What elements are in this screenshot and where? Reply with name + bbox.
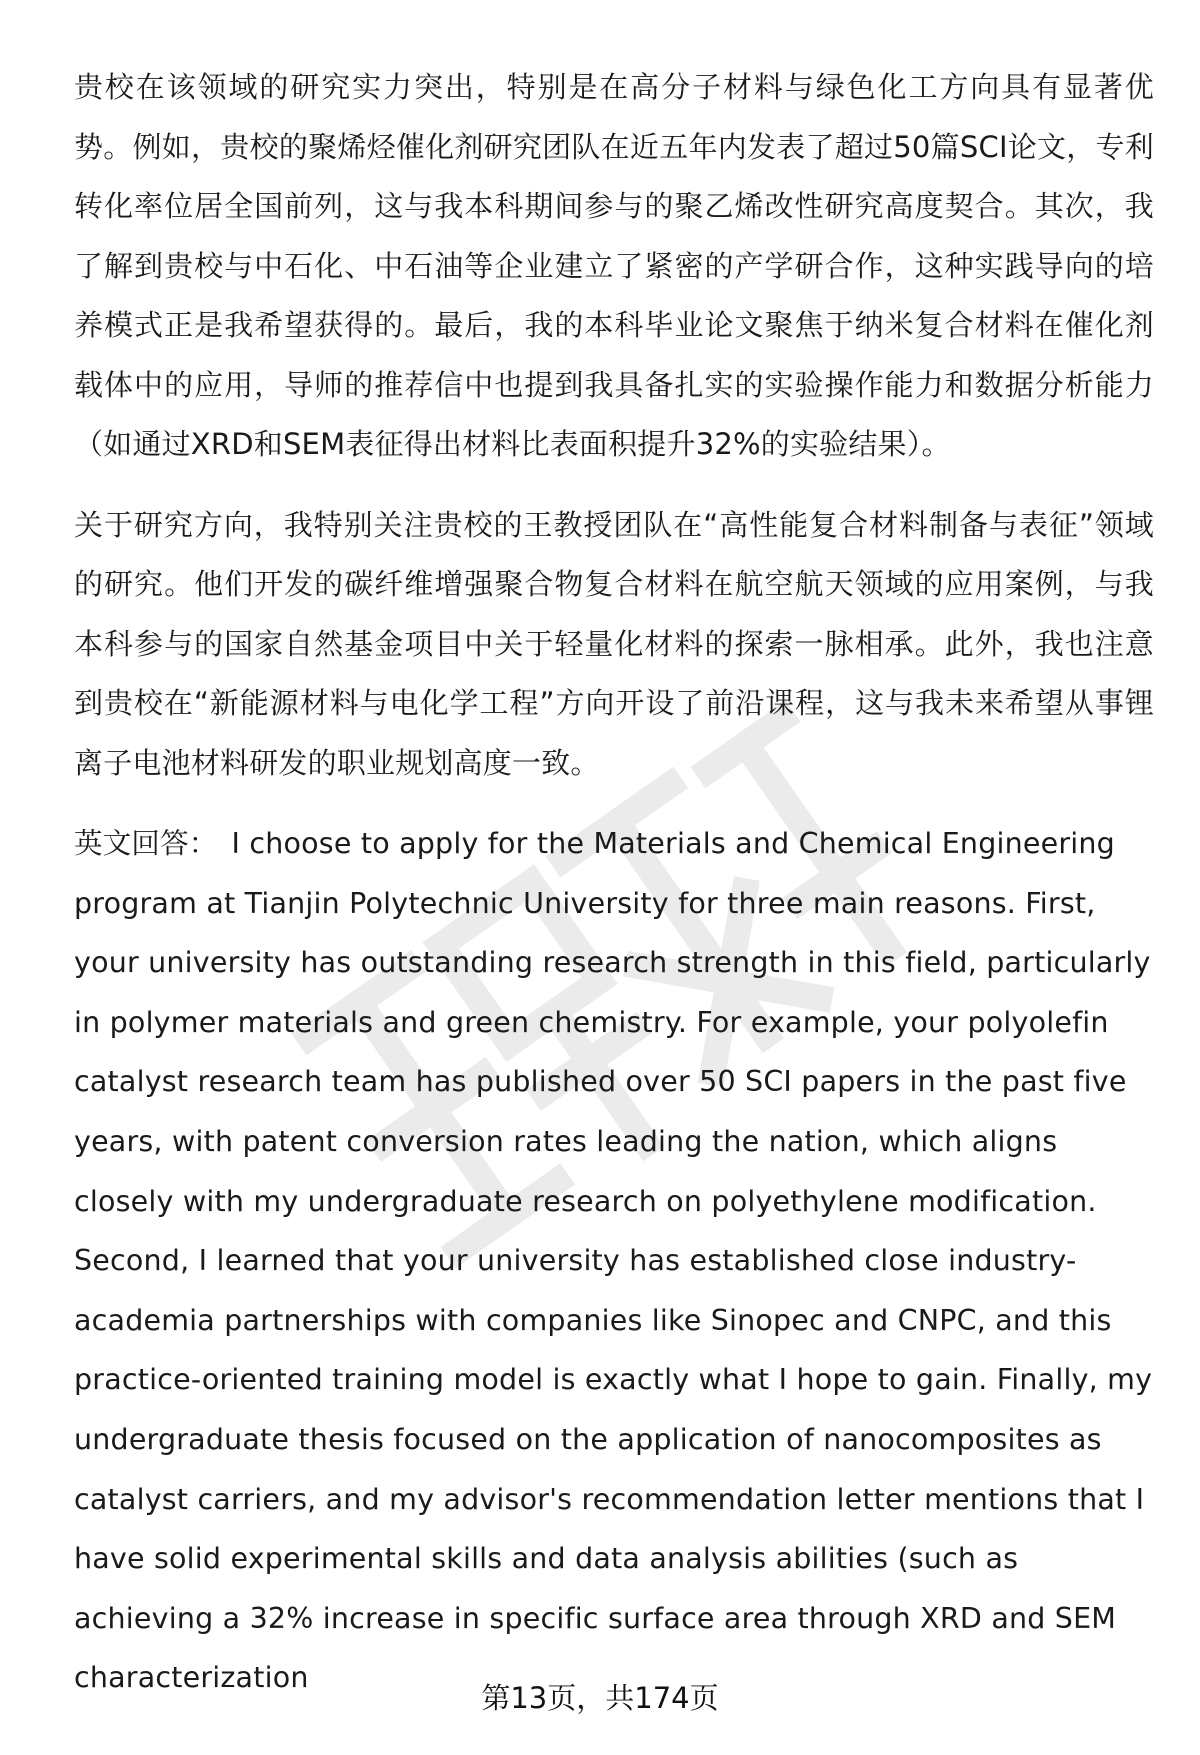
chinese-paragraph-1: 贵校在该领域的研究实力突出，特别是在高分子材料与绿色化工方向具有显著优势。例如，贵校的聚烯烃催化剂研究团队在近五年内发表了超过50篇SCI论文，专利转化率位居全国前列，这与我本科期间参与的聚乙烯改性研究高度契合。其次，我了解到贵校与中石化、中石油等企业建立了紧密的产学研合作，这种实践导向的培养模式正是我希望获得的。最后，我的本科毕业论文聚焦于纳米复合材料在催化剂载体中的应用，导师的推荐信中也提到我具备扎实的实验操作能力和数据分析能力（如通过XRD和SEM表征得出材料比表面积提升32%的实验结果）。 bbox=[74, 70, 1154, 461]
english-answer-paragraph bbox=[74, 814, 1154, 1708]
page-number-footer: 第13页，共174页 bbox=[481, 1681, 719, 1715]
chinese-paragraph-2: 关于研究方向，我特别关注贵校的王教授团队在“高性能复合材料制备与表征”领域的研究。他们开发的碳纤维增强聚合物复合材料在航空航天领域的应用案例，与我本科参与的国家自然基金项目中关于轻量化材料的探索一脉相承。此外，我也注意到贵校在“新能源材料与电化学工程”方向开设了前沿课程，这与我未来希望从事锂离子电池材料研发的职业规划高度一致。 bbox=[74, 507, 1154, 780]
english-answer-label: 英文回答： bbox=[74, 827, 218, 860]
document-page bbox=[74, 58, 1154, 1695]
english-answer-text: I choose to apply for the Materials and Chemical Engineering program at Tianjin Polytechnic University for three main reasons. First, your university has outstanding research strength in this field, particularly in polymer materials and green chemistry. For example, your polyolefin catalyst research team has published over 50 SCI papers in the past five years, with patent conversion rates leading the nation, which aligns closely with my undergraduate research on polyethylene modification. Second, I learned that your university has established close industry-academia partnerships with companies like Sinopec and CNPC, and this practice-oriented training model is exactly what I hope to gain. Finally, my undergraduate thesis focused on the application of nanocomposites as catalyst carriers, and my advisor's recommendation letter mentions that I have solid experimental skills and data analysis abilities (such as achieving a 32% increase in specific surface area through XRD and SEM characterization bbox=[74, 827, 1153, 1695]
